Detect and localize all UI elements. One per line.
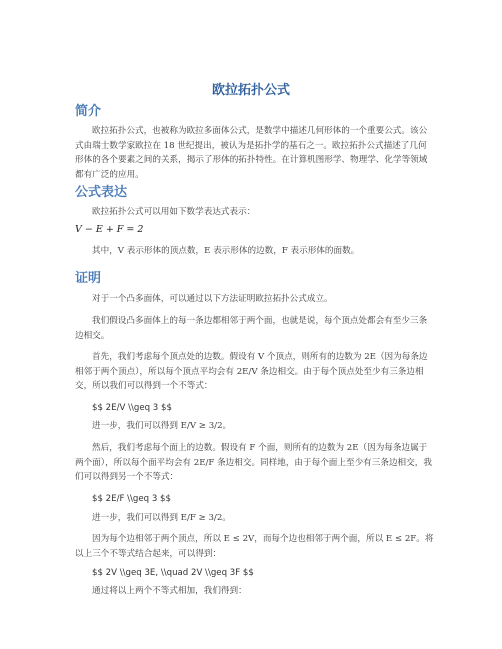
intro-paragraph: 欧拉拓扑公式，也被称为欧拉多面体公式，是数学中描述几何形体的一个重要公式。该公式由瑞士数学家欧拉在 18 世纪提出，被认为是拓扑学的基石之一。欧拉拓扑公式描述了几何形体的各个要素之间的关系，揭示了形体的拓扑特性。在计算机图形学、物理学、化学等领域都有广泛的应用。 (75, 126, 428, 180)
formula-expression: V − E + F = 2 (75, 224, 144, 235)
proof-paragraph-6: 进一步，我们可以得到 E/F ≥ 3/2。 (92, 513, 231, 523)
heading-proof: 证明 (75, 271, 102, 286)
proof-paragraph-5: 然后，我们考虑每个面上的边数。假设有 F 个面，则所有的边数为 2E（因为每条边属于两个面），所以每个面平均会有 2E/F 条边相交。同样地，由于每个面上至少有三条边相交，我们可以得到另一个不等式： (75, 443, 432, 482)
inequality-1: $$ 2E/V \\geq 3 $$ (92, 403, 172, 413)
formula-explanation: 其中，V 表示形体的顶点数，E 表示形体的边数，F 表示形体的面数。 (92, 246, 360, 256)
heading-intro: 简介 (75, 104, 102, 119)
page-title: 欧拉拓扑公式 (211, 83, 290, 98)
inequality-3: $$ 2V \\geq 3E, \\quad 2V \\geq 3F $$ (92, 568, 254, 578)
proof-paragraph-4: 进一步，我们可以得到 E/V ≥ 3/2。 (92, 421, 232, 431)
formula-lead: 欧拉拓扑公式可以用如下数学表达式表示： (92, 207, 256, 217)
heading-formula: 公式表达 (75, 185, 128, 200)
proof-paragraph-8: 通过将以上两个不等式相加，我们得到： (92, 586, 247, 596)
proof-paragraph-1: 对于一个凸多面体，可以通过以下方法证明欧拉拓扑公式成立。 (92, 294, 333, 304)
proof-paragraph-2: 我们假设凸多面体上的每一条边都相邻于两个面，也就是说，每个顶点处都会有至少三条边相交。 (75, 316, 428, 341)
proof-paragraph-3: 首先，我们考虑每个顶点处的边数。假设有 V 个顶点，则所有的边数为 2E（因为每条边相邻于两个顶点），所以每个顶点平均会有 2E/V 条边相交。由于每个顶点处至少有三条边相交，所以我们可以得到一个不等式： (75, 352, 428, 391)
proof-paragraph-7: 因为每个边相邻于两个顶点，所以 E ≤ 2V，而每个边也相邻于两个面，所以 E ≤ 2F。将以上三个不等式结合起来，可以得到： (75, 534, 434, 559)
inequality-2: $$ 2E/F \\geq 3 $$ (92, 494, 171, 504)
